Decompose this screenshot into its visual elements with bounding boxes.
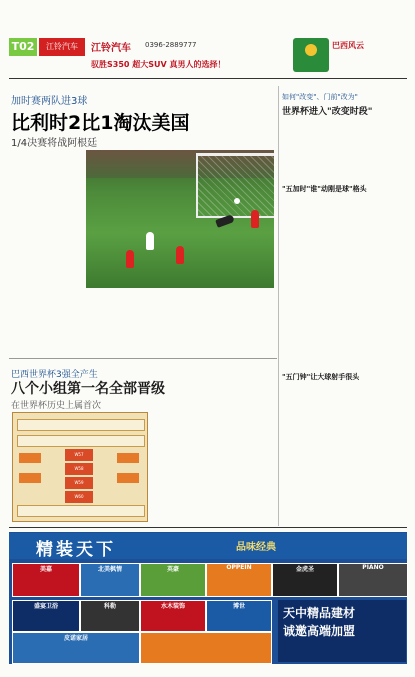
- ad-brand-cell: OPPEIN: [206, 563, 272, 597]
- ad-brand-cell: 金虎圣: [272, 563, 338, 597]
- ad-brand-cell: 北美枫情: [80, 563, 140, 597]
- right-kicker: 如何"改变"、门前"改为": [282, 93, 358, 101]
- right-body-3: [282, 384, 407, 520]
- bracket-match: W57: [65, 449, 93, 461]
- article2-title: 八个小组第一名全部晋级: [11, 381, 165, 397]
- header-brand: 江铃汽车: [39, 38, 85, 56]
- section-divider: [9, 358, 277, 359]
- article2-kicker: 巴西世界杯3强全产生: [11, 370, 98, 380]
- bracket-team: [19, 453, 41, 463]
- ad-brand-cell: 科勒: [80, 600, 140, 632]
- page-code: T02: [9, 38, 37, 56]
- worldcup-name: 巴西风云: [332, 41, 364, 50]
- ad-brand-cell: 水木装饰: [140, 600, 206, 632]
- player-red: [251, 210, 259, 228]
- right-body-2: [282, 196, 407, 368]
- bracket-row: [17, 505, 145, 517]
- ad-brand-cell: 盛宴卫浴: [12, 600, 80, 632]
- ad-brand-cell: 英豪: [140, 563, 206, 597]
- bracket-team: [117, 453, 139, 463]
- bracket-match: W58: [65, 463, 93, 475]
- bracket-row: [17, 419, 145, 431]
- article1-photo: [86, 150, 274, 288]
- article1-body-col3: [196, 290, 276, 346]
- player-red: [126, 250, 134, 268]
- ad-title-right: 品味经典: [236, 542, 276, 553]
- bracket-match: W59: [65, 477, 93, 489]
- article1-subtitle: 1/4决赛将战阿根廷: [11, 138, 98, 149]
- article1-body-col1: [11, 150, 81, 328]
- ad-brand-cell: 博世: [206, 600, 272, 632]
- article2-subtitle: 在世界杯历史上属首次: [11, 401, 102, 411]
- page-header: [9, 38, 407, 74]
- right-section-heading: "五门钟"让大球射手很头: [282, 373, 360, 381]
- right-section-heading: "五加时"谁"动刚是球"格头: [282, 185, 367, 193]
- article1-title: 比利时2比1淘汰美国: [11, 112, 190, 134]
- header-divider: [9, 78, 407, 79]
- bracket-match: W60: [65, 491, 93, 503]
- ad-brand-cell: [140, 632, 272, 664]
- bracket-team: [19, 473, 41, 483]
- player-red: [176, 246, 184, 264]
- trophy-icon: [305, 44, 317, 56]
- goal-net: [196, 153, 274, 218]
- ad-brand-cell: 皮诺家居: [12, 632, 140, 664]
- bracket-row: [17, 435, 145, 447]
- player-white: [146, 232, 154, 250]
- article2-body-col1: [153, 371, 230, 521]
- article1-body-col2: [110, 290, 190, 346]
- ad-phone: 0396-2889777: [145, 41, 197, 49]
- right-body-1: [282, 118, 407, 180]
- ad-slogan: 驭胜S350 超大SUV 真男人的选择！: [91, 60, 226, 69]
- column-divider: [278, 86, 279, 526]
- ad-big-line1: 天中精品建材: [283, 606, 356, 620]
- right-title: 世界杯进入"改变时段": [282, 107, 373, 117]
- bracket-team: [117, 473, 139, 483]
- ad-brand-cell: 美嘉: [12, 563, 80, 597]
- ad-brand-cell: PIANO: [338, 563, 408, 597]
- ad-title: 精装天下: [36, 540, 116, 560]
- ad-big-line2: 诚邀高端加盟: [283, 624, 356, 638]
- article1-kicker: 加时赛两队进3球: [11, 96, 88, 107]
- ball-icon: [234, 198, 240, 204]
- knockout-bracket: [12, 412, 148, 522]
- ad-logo-icon: 江铃汽车: [91, 43, 131, 54]
- ad-divider: [9, 527, 407, 528]
